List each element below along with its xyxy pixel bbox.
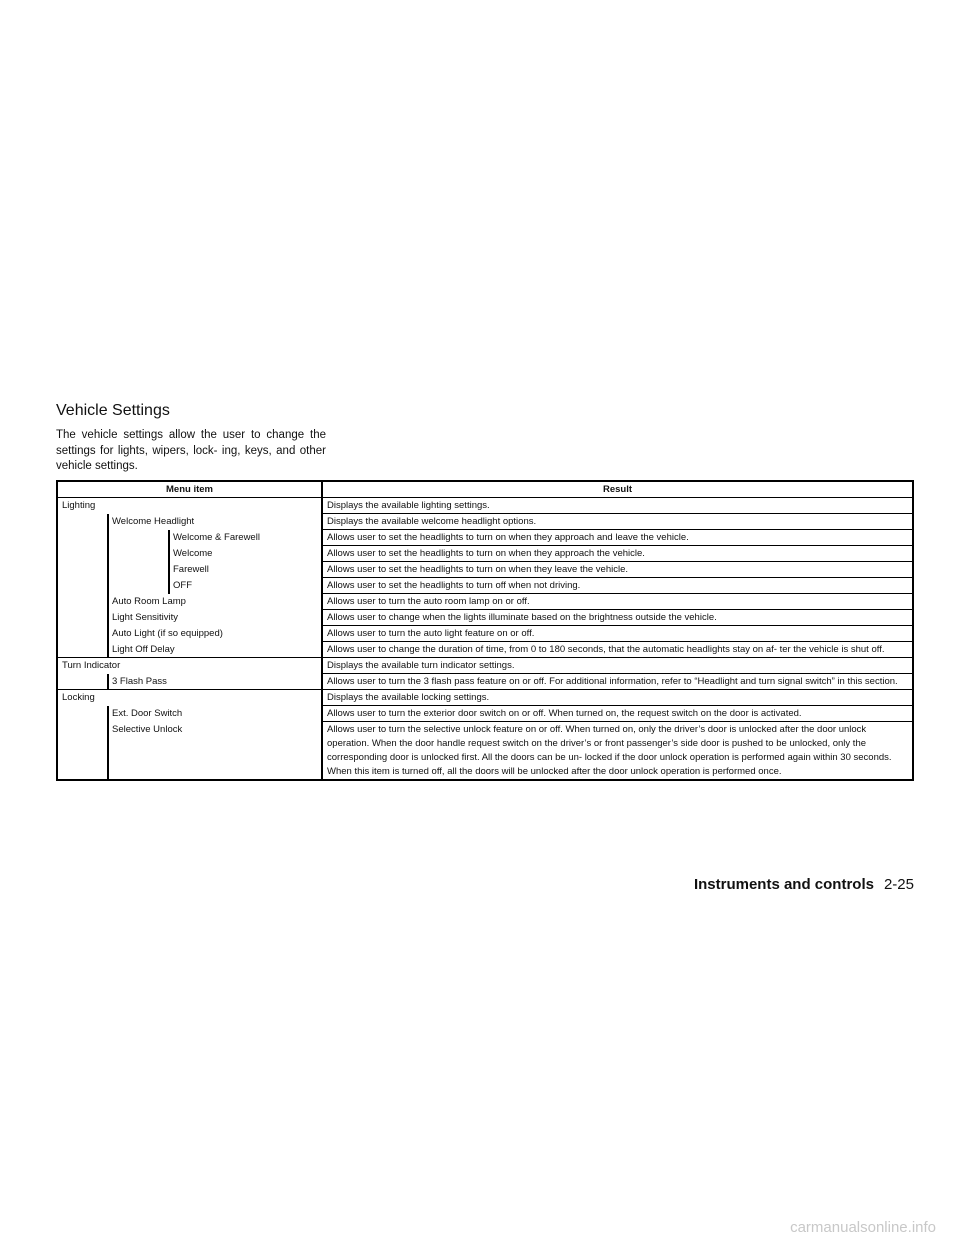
result-cell: Allows user to turn the exterior door switch on or off. When turned on, the request switch on the door is activated. [322,706,913,722]
table-row [57,610,913,626]
table-row [57,642,913,658]
result-cell: Allows user to turn the 3 flash pass feature on or off. For additional information, refer to “Headlight and turn signal switch” in this section. [322,674,913,690]
menu-item-label: Auto Light (if so equipped) [112,627,223,639]
page-footer [694,876,914,893]
result-cell: Allows user to change when the lights illuminate based on the brightness outside the vehicle. [322,610,913,626]
result-cell: Displays the available turn indicator settings. [322,658,913,674]
result-cell: Allows user to set the headlights to turn on when they approach the vehicle. [322,546,913,562]
result-cell: Displays the available welcome headlight options. [322,514,913,530]
table-row [57,498,913,514]
table-row [57,530,913,546]
table-row [57,706,913,722]
menu-item-label: Selective Unlock [112,723,183,735]
result-header: Result [322,481,913,498]
menu-item-cell [57,690,322,706]
menu-item-label: Locking [62,692,95,703]
menu-item-cell [57,578,322,594]
table-row [57,562,913,578]
menu-item-label: Lighting [62,500,96,511]
menu-item-label: 3 Flash Pass [112,675,167,687]
page-number: 2-25 [883,876,914,893]
menu-item-cell [57,626,322,642]
menu-item-label: OFF [173,579,192,591]
menu-item-cell [57,658,322,674]
result-cell: Allows user to turn the auto room lamp on or off. [322,594,913,610]
menu-item-cell [57,706,322,722]
menu-item-cell [57,530,322,546]
menu-item-header: Menu item [57,481,322,498]
menu-item-cell [57,594,322,610]
menu-item-cell [57,546,322,562]
section-title: Vehicle Settings [56,402,170,419]
watermark: carmanualsonline.info [790,1219,936,1236]
table-row [57,546,913,562]
menu-item-cell [57,674,322,690]
menu-item-cell [57,642,322,658]
menu-item-cell [57,610,322,626]
menu-item-label: Ext. Door Switch [112,707,183,719]
table-row [57,658,913,674]
menu-item-label: Light Sensitivity [112,611,179,623]
table-row [57,674,913,690]
menu-item-cell [57,722,322,781]
table-row [57,514,913,530]
menu-item-cell [57,562,322,578]
result-cell: Allows user to turn the selective unlock feature on or off. When turned on, only the driver’s door is unlocked after the door unlock operation. When the door handle request switch on the driver’s or front passenger’s side door is pushed to be unlocked, only the corresponding door is unlocked first. All the doors can be un- locked if the door unlock operation is performed again within 30 seconds. When this item is turned off, all the doors will be unlocked after the door unlock operation is performed once. [322,722,913,781]
table-row [57,578,913,594]
intro-paragraph: The vehicle settings allow the user to change the settings for lights, wipers, lock- ing, keys, and other vehicle settings. [56,429,326,472]
result-cell: Allows user to set the headlights to turn on when they leave the vehicle. [322,562,913,578]
result-cell: Allows user to set the headlights to turn on when they approach and leave the vehicle. [322,530,913,546]
menu-item-label: Welcome [173,547,213,559]
table-row [57,626,913,642]
result-cell: Displays the available lighting settings. [322,498,913,514]
result-cell: Allows user to set the headlights to turn off when not driving. [322,578,913,594]
menu-item-label: Welcome Headlight [112,515,195,527]
table-header-row [57,481,913,498]
table-body [57,498,913,781]
result-cell: Displays the available locking settings. [322,690,913,706]
table-row [57,690,913,706]
menu-item-label: Light Off Delay [112,643,175,655]
vehicle-settings-table [56,480,914,781]
menu-item-label: Welcome & Farewell [173,531,260,543]
menu-item-label: Farewell [173,563,209,575]
result-cell: Allows user to change the duration of time, from 0 to 180 seconds, that the automatic headlights stay on af- ter the vehicle is shut off. [322,642,913,658]
footer-section-title: Instruments and controls [693,876,874,893]
menu-item-label: Turn Indicator [62,660,121,671]
menu-item-label: Auto Room Lamp [112,595,186,607]
menu-item-cell [57,498,322,514]
table-row [57,722,913,781]
result-cell: Allows user to turn the auto light feature on or off. [322,626,913,642]
table-row [57,594,913,610]
menu-item-cell [57,514,322,530]
